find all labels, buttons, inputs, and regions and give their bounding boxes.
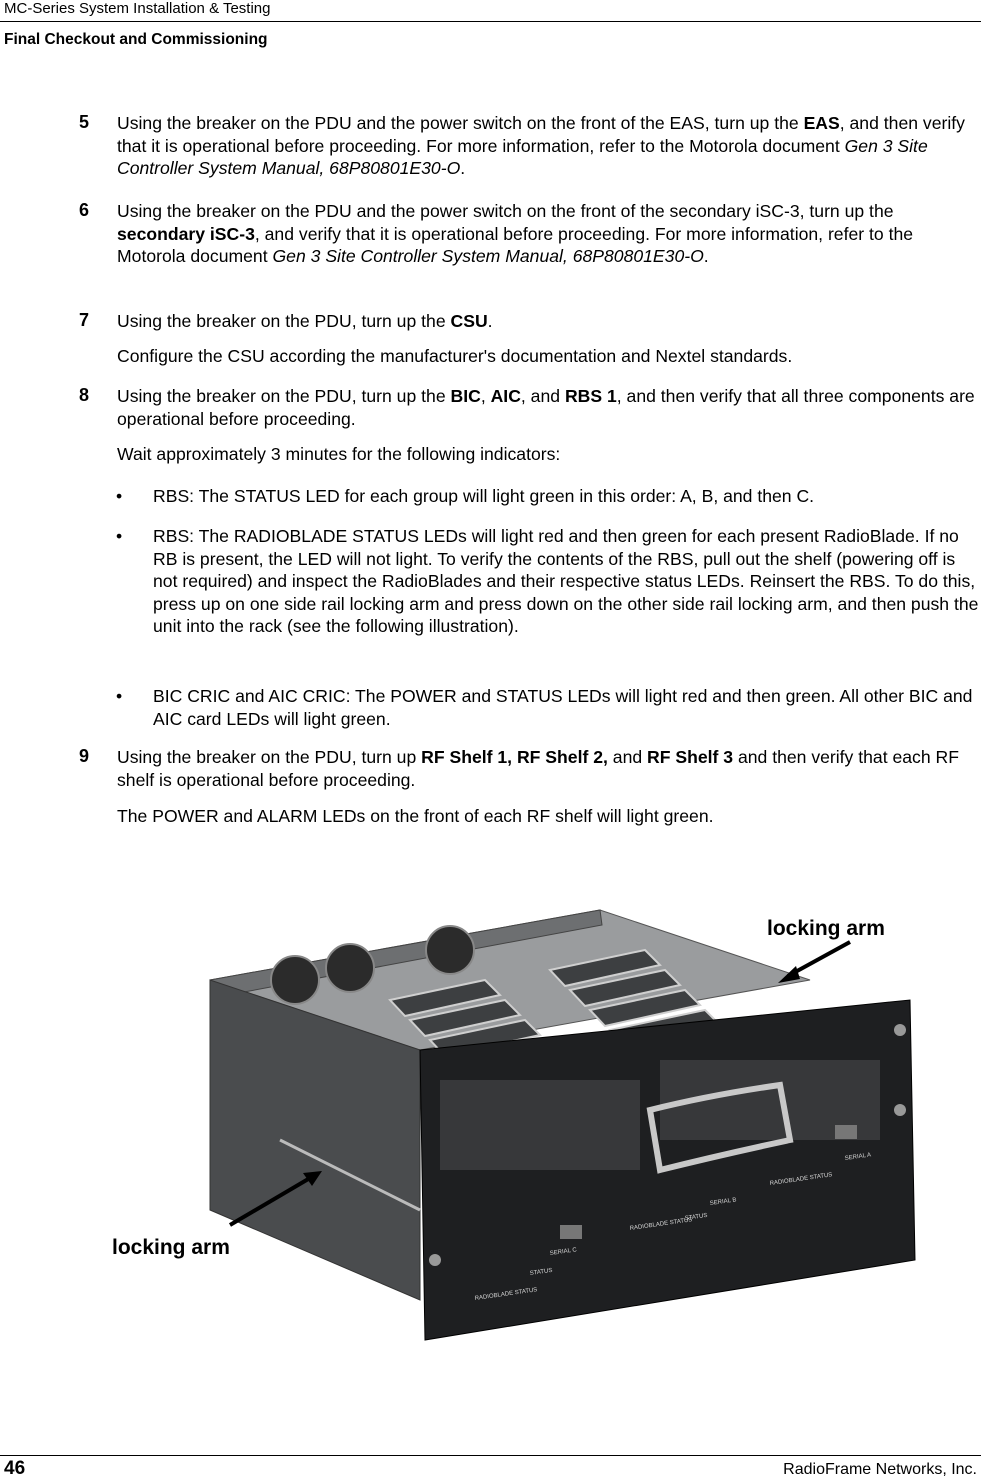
page-number: 46 — [4, 1458, 26, 1479]
step-paragraph: Using the breaker on the PDU, turn up RF Shelf 1, RF Shelf 2, and RF Shelf 3 and then verify that each RF shelf is operational before proceeding. — [117, 747, 959, 790]
step-paragraph: Using the breaker on the PDU and the power switch on the front of the secondary iSC-3, turn up the secondary iSC-3, and verify that it is operational before proceeding. For more information, refer to the Motorola document Gen 3 Site Controller System Manual, 68P80801E30-O. — [117, 201, 914, 266]
step-paragraph: Wait approximately 3 minutes for the following indicators: — [117, 444, 561, 464]
step-number: 9 — [79, 746, 90, 766]
step-number: 6 — [79, 200, 90, 220]
rbs-chassis-figure — [90, 880, 950, 1360]
step-paragraph: The POWER and ALARM LEDs on the front of each RF shelf will light green. — [117, 806, 714, 826]
bullet-marker: • — [116, 686, 123, 706]
step-paragraph: Configure the CSU according the manufacturer's documentation and Nextel standards. — [117, 346, 793, 366]
locking-arm-callout: locking arm — [767, 917, 885, 940]
step-number: 7 — [79, 310, 90, 330]
bullet-text: BIC CRIC and AIC CRIC: The POWER and STATUS LEDs will light red and then green. All other BIC and AIC card LEDs will light green. — [153, 686, 973, 729]
section-title: Final Checkout and Commissioning — [4, 31, 268, 48]
header-rule — [0, 21, 981, 22]
panel-label: SERIAL B — [709, 1197, 737, 1207]
step-number: 8 — [79, 385, 90, 405]
panel-label: RADIOBLADE STATUS — [769, 1172, 833, 1187]
fan-icon — [426, 926, 474, 974]
screw-icon — [894, 1104, 906, 1116]
screw-icon — [429, 1254, 441, 1266]
bullet-marker: • — [116, 486, 123, 506]
panel-label: RADIOBLADE STATUS — [629, 1217, 693, 1232]
bullet-text: RBS: The RADIOBLADE STATUS LEDs will light red and then green for each present RadioBlade. If no RB is present, the LED will not light. To verify the contents of the RBS, pull out the shelf (powering off is not required) and inspect the RadioBlades and their respective status LEDs. Reinsert the RBS. To do this, press up on one side rail locking arm and press down on the other side rail locking arm, and then push the unit into the rack (see the following illustration). — [153, 526, 979, 636]
step-number: 5 — [79, 112, 90, 132]
screw-icon — [894, 1024, 906, 1036]
rbs-chassis-illustration — [90, 880, 950, 1360]
fan-icon — [271, 956, 319, 1004]
step-paragraph: Using the breaker on the PDU, turn up the CSU. — [117, 311, 493, 331]
panel-label: SERIAL A — [844, 1152, 872, 1162]
bullet-text: RBS: The STATUS LED for each group will light green in this order: A, B, and then C. — [153, 486, 815, 506]
serial-port — [835, 1125, 857, 1139]
panel-label: SERIAL C — [549, 1247, 578, 1257]
company-name: RadioFrame Networks, Inc. — [783, 1461, 977, 1478]
bullet-marker: • — [116, 526, 123, 546]
serial-port — [560, 1225, 582, 1239]
panel-label: STATUS — [684, 1212, 708, 1222]
running-header-title: MC-Series System Installation & Testing — [4, 0, 271, 17]
step-paragraph: Using the breaker on the PDU and the power switch on the front of the EAS, turn up the EAS, and then verify that it is operational before proceeding. For more information, refer to the Motorola document Gen 3 Site Controller System Manual, 68P80801E30-O. — [117, 113, 965, 178]
step-paragraph: Using the breaker on the PDU, turn up the BIC, AIC, and RBS 1, and then verify that all three components are operational before proceeding. — [117, 386, 975, 429]
locking-arm-callout: locking arm — [112, 1236, 230, 1259]
fan-icon — [326, 944, 374, 992]
panel-label: STATUS — [529, 1267, 553, 1277]
panel-label: RADIOBLADE STATUS — [474, 1287, 538, 1302]
footer-rule — [0, 1455, 981, 1456]
